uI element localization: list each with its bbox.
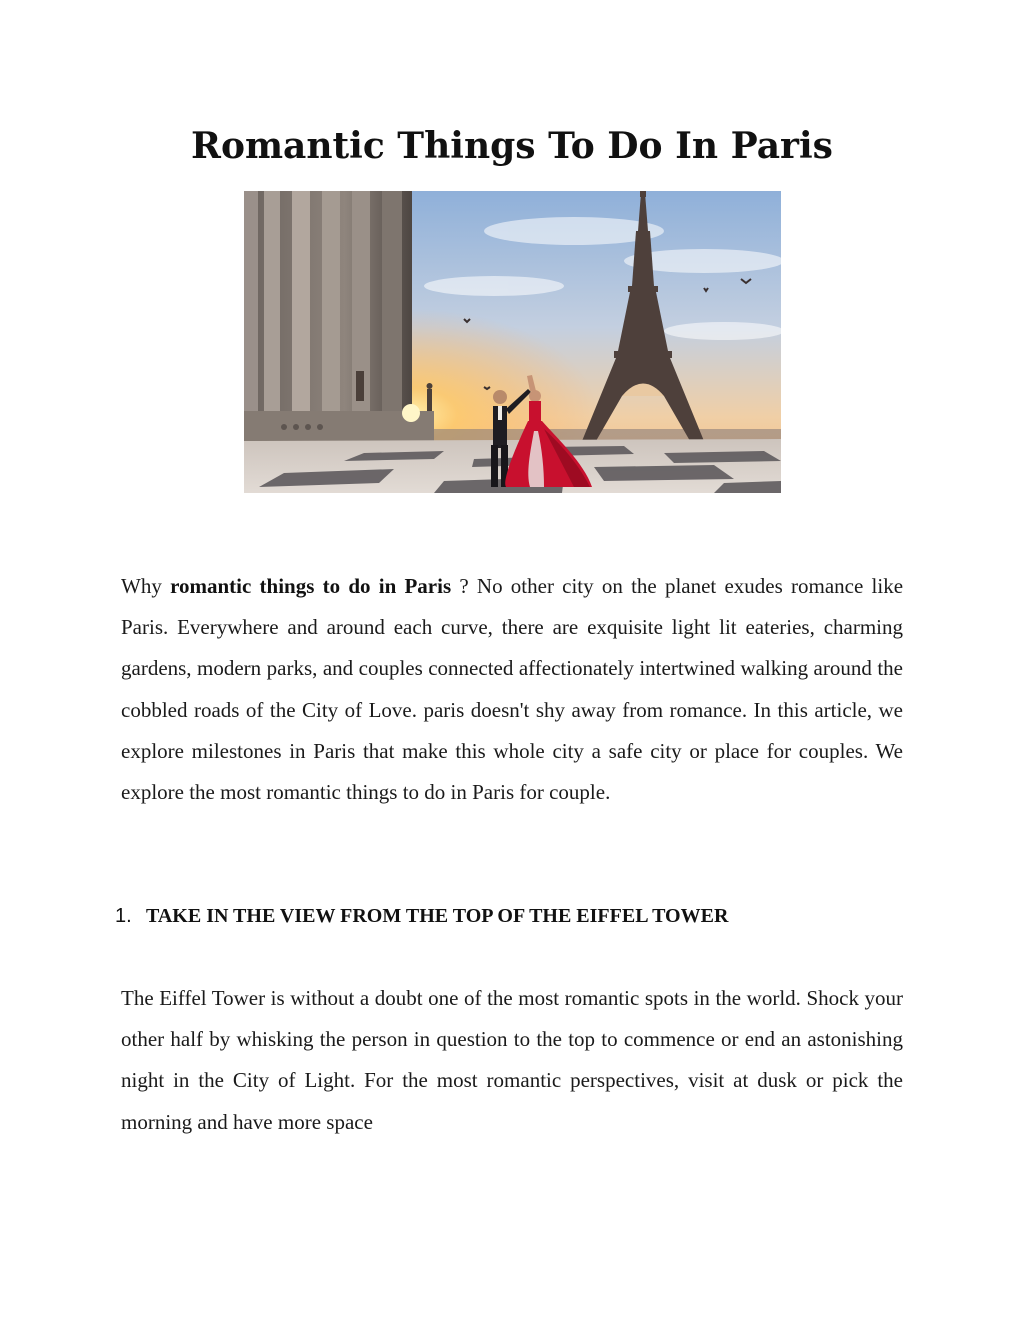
sun [402,404,420,422]
section-heading-text: TAKE IN THE VIEW FROM THE TOP OF THE EIFFEL TOWER [146,905,729,927]
intro-lead: Why [121,574,162,598]
section-body-1: The Eiffel Tower is without a doubt one of the most romantic spots in the world. Shock your other half by whisking the person in question to the top to commence or end an astonishing night in the City of Light. For the most romantic perspectives, visit at dusk or pick the morning and have more space [121,986,903,1134]
page-title: Romantic Things To Do In Paris [191,125,833,167]
intro-rest: ? No other city on the planet exudes romance like Paris. Everywhere and around each curve, there are exquisite light lit eateries, charming gardens, modern parks, and couples connected affectionately intertwined walking around the cobbled roads of the City of Love. paris doesn't shy away from romance. In this article, we explore milestones in Paris that make this whole city a safe city or place for couples. We explore the most romantic things to do in Paris for couple. [121,574,904,805]
intro-paragraph [121,566,903,813]
section-number: 1. [115,905,132,927]
hero-image-eiffel-tower-couple [244,191,781,493]
intro-emphasis: romantic things to do in Paris [170,574,452,598]
section-heading-1 [115,900,915,931]
